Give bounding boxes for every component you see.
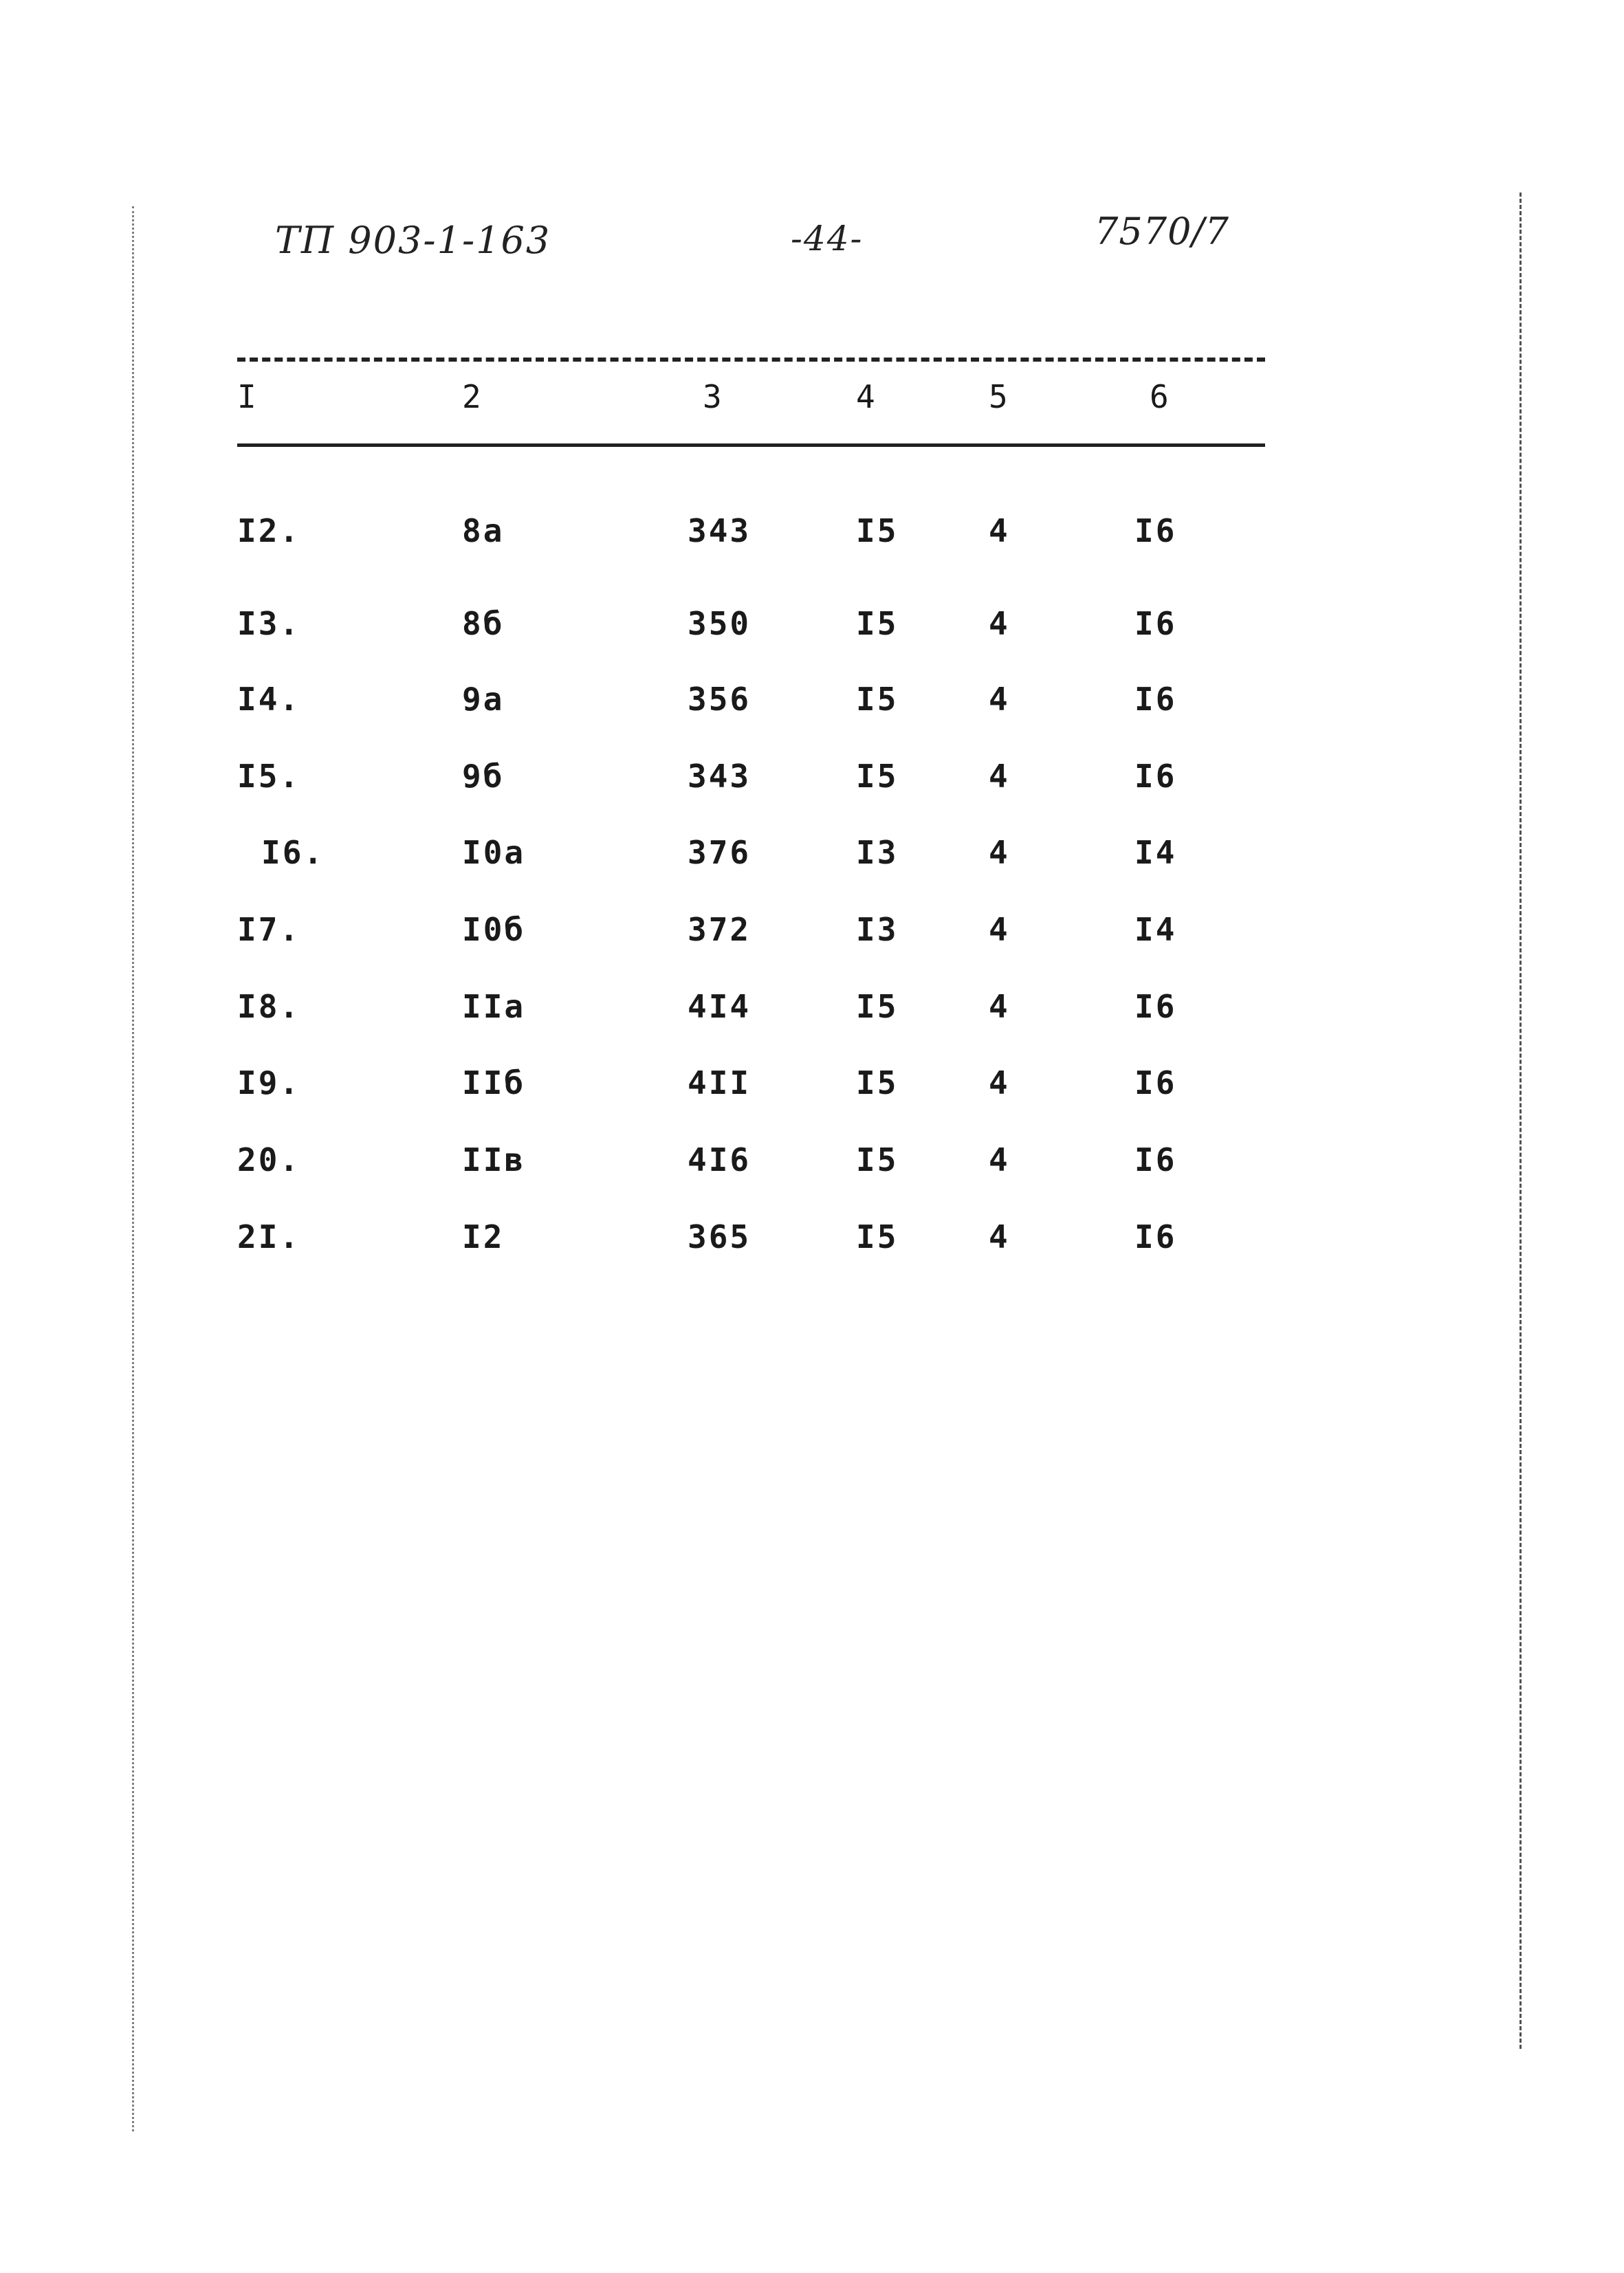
table-row <box>0 911 1624 959</box>
cell-col-3: 4I6 <box>688 1141 751 1178</box>
cell-col-3: 365 <box>688 1218 751 1255</box>
table-row <box>0 605 1624 653</box>
cell-col-6: I6 <box>1134 1218 1177 1255</box>
cell-number: I9. <box>237 1064 301 1101</box>
cell-col-4: I5 <box>856 988 899 1025</box>
table-row <box>0 988 1624 1036</box>
cell-col-5: 4 <box>989 605 1010 642</box>
cell-number: I3. <box>237 605 301 642</box>
cell-col-5: 4 <box>989 1141 1010 1178</box>
cell-col-3: 4II <box>688 1064 751 1101</box>
cell-col-4: I5 <box>856 1218 899 1255</box>
cell-col-3: 356 <box>688 681 751 718</box>
cell-number: I2. <box>237 512 301 549</box>
cell-col-2: I2 <box>462 1218 505 1255</box>
cell-col-5: 4 <box>989 1064 1010 1101</box>
cell-number: I7. <box>237 911 301 948</box>
cell-col-6: I6 <box>1134 1064 1177 1101</box>
column-header-1: I <box>237 378 259 415</box>
column-header-4: 4 <box>856 378 877 415</box>
column-header-2: 2 <box>462 378 483 415</box>
cell-number: I6. <box>261 834 325 871</box>
cell-col-6: I6 <box>1134 512 1177 549</box>
document-code: ТП 903-1-163 <box>275 219 551 262</box>
cell-col-6: I6 <box>1134 988 1177 1025</box>
cell-col-5: 4 <box>989 834 1010 871</box>
cell-col-3: 4I4 <box>688 988 751 1025</box>
cell-col-6: I6 <box>1134 758 1177 795</box>
cell-col-4: I5 <box>856 1064 899 1101</box>
cell-col-6: I4 <box>1134 911 1177 948</box>
cell-col-5: 4 <box>989 758 1010 795</box>
table-row <box>0 758 1624 806</box>
cell-col-2: 9а <box>462 681 505 718</box>
column-header-5: 5 <box>989 378 1010 415</box>
cell-col-6: I4 <box>1134 834 1177 871</box>
cell-col-4: I3 <box>856 911 899 948</box>
cell-col-4: I5 <box>856 1141 899 1178</box>
page-number: -44- <box>791 219 864 259</box>
table-row <box>0 1141 1624 1189</box>
reference-number: 7570/7 <box>1095 210 1229 253</box>
cell-col-4: I5 <box>856 758 899 795</box>
cell-col-2: 9б <box>462 758 505 795</box>
cell-number: I4. <box>237 681 301 718</box>
cell-col-5: 4 <box>989 1218 1010 1255</box>
cell-col-6: I6 <box>1134 605 1177 642</box>
table-header-row <box>0 378 1624 426</box>
cell-number: 20. <box>237 1141 301 1178</box>
column-header-6: 6 <box>1150 378 1171 415</box>
cell-col-3: 376 <box>688 834 751 871</box>
table-row <box>0 834 1624 882</box>
cell-col-5: 4 <box>989 911 1010 948</box>
table-row <box>0 512 1624 560</box>
cell-col-5: 4 <box>989 512 1010 549</box>
cell-col-3: 343 <box>688 758 751 795</box>
cell-col-4: I5 <box>856 605 899 642</box>
cell-col-2: I0а <box>462 834 526 871</box>
cell-col-6: I6 <box>1134 681 1177 718</box>
table-row <box>0 681 1624 729</box>
cell-number: 2I. <box>237 1218 301 1255</box>
cell-col-2: IIа <box>462 988 526 1025</box>
cell-number: I5. <box>237 758 301 795</box>
cell-col-4: I3 <box>856 834 899 871</box>
table-row <box>0 1218 1624 1266</box>
table-row <box>0 1064 1624 1112</box>
cell-col-4: I5 <box>856 512 899 549</box>
cell-col-2: I0б <box>462 911 526 948</box>
cell-col-5: 4 <box>989 988 1010 1025</box>
cell-col-2: IIв <box>462 1141 526 1178</box>
cell-col-4: I5 <box>856 681 899 718</box>
cell-col-5: 4 <box>989 681 1010 718</box>
column-header-3: 3 <box>703 378 724 415</box>
cell-col-3: 343 <box>688 512 751 549</box>
cell-col-3: 350 <box>688 605 751 642</box>
cell-col-2: IIб <box>462 1064 526 1101</box>
cell-number: I8. <box>237 988 301 1025</box>
cell-col-6: I6 <box>1134 1141 1177 1178</box>
scan-edge-right <box>1519 193 1522 2049</box>
cell-col-3: 372 <box>688 911 751 948</box>
table-header-rule <box>237 443 1265 447</box>
cell-col-2: 8б <box>462 605 505 642</box>
table-top-dashed-rule <box>237 358 1265 362</box>
cell-col-2: 8а <box>462 512 505 549</box>
